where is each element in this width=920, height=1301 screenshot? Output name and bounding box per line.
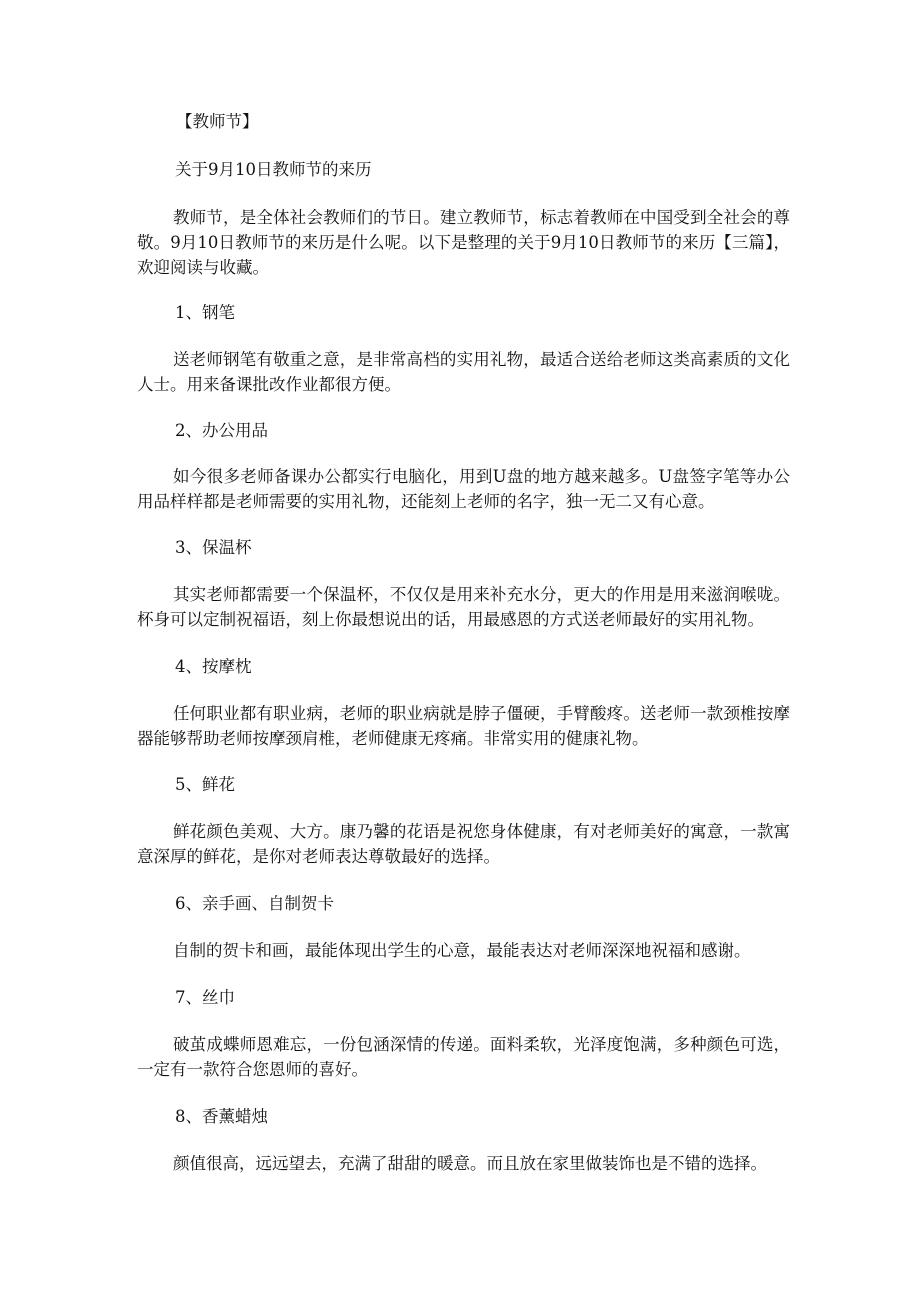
section-heading-massage-pillow: 4、按摩枕	[175, 657, 252, 676]
section-heading-thermos: 3、保温杯	[175, 538, 252, 557]
section-heading-flowers: 5、鲜花	[175, 775, 235, 794]
section-body-pen: 送老师钢笔有敬重之意，是非常高档的实用礼物，最适合送给老师这类高素质的文化人士。用来备课批改作业都很方便。	[137, 350, 790, 394]
section-heading-silk-scarf: 7、丝巾	[175, 988, 235, 1007]
document-subtitle: 关于9月10日教师节的来历	[175, 160, 372, 179]
section-body-scented-candle: 颜值很高，远远望去，充满了甜甜的暖意。而且放在家里做装饰也是不错的选择。	[173, 1154, 767, 1173]
section-body-flowers: 鲜花颜色美观、大方。康乃馨的花语是祝您身体健康，有对老师美好的寓意，一款寓意深厚的鲜花，是你对老师表达尊敬最好的选择。	[137, 822, 790, 866]
section-heading-office-supplies: 2、办公用品	[175, 421, 268, 440]
section-heading-pen: 1、钢笔	[175, 303, 235, 322]
document-tag: 【教师节】	[176, 112, 259, 131]
section-heading-handmade-card: 6、亲手画、自制贺卡	[175, 894, 334, 913]
section-body-handmade-card: 自制的贺卡和画，最能体现出学生的心意，最能表达对老师深深地祝福和感谢。	[173, 941, 751, 960]
section-body-office-supplies: 如今很多老师备课办公都实行电脑化，用到U盘的地方越来越多。U盘签字笔等办公用品样样都是老师需要的实用礼物，还能刻上老师的名字，独一无二又有心意。	[137, 467, 790, 511]
intro-paragraph: 教师节，是全体社会教师们的节日。建立教师节，标志着教师在中国受到全社会的尊敬。9月10日教师节的来历是什么呢。以下是整理的关于9月10日教师节的来历【三篇】，欢迎阅读与收藏。	[137, 208, 790, 277]
section-body-massage-pillow: 任何职业都有职业病，老师的职业病就是脖子僵硬，手臂酸疼。送老师一款颈椎按摩器能够帮助老师按摩颈肩椎，老师健康无疼痛。非常实用的健康礼物。	[137, 704, 790, 748]
section-heading-scented-candle: 8、香薰蜡烛	[175, 1107, 268, 1126]
section-body-thermos: 其实老师都需要一个保温杯，不仅仅是用来补充水分，更大的作用是用来滋润喉咙。杯身可以定制祝福语，刻上你最想说出的话，用最感恩的方式送老师最好的实用礼物。	[137, 585, 790, 629]
section-body-silk-scarf: 破茧成蝶师恩难忘，一份包涵深情的传递。面料柔软，光泽度饱满，多种颜色可选，一定有一款符合您恩师的喜好。	[137, 1035, 790, 1079]
